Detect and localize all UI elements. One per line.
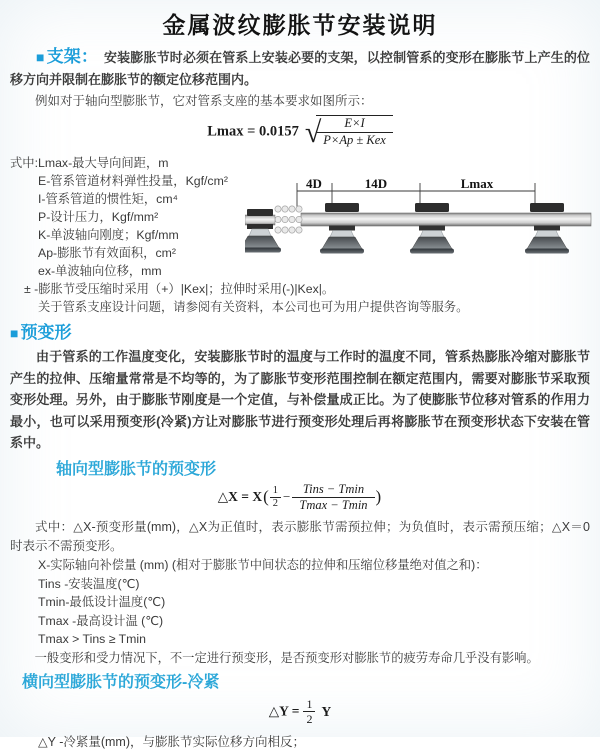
open-paren: (	[263, 486, 269, 506]
bellows-icon	[275, 206, 302, 233]
section-marker-icon: ■	[10, 325, 19, 342]
variable-line: Tmin-最低设计温度(℃)	[38, 595, 166, 610]
definition-line: Ap-膨胀节有效面积，cm²	[38, 246, 176, 261]
consulting-note-line: 关于管系支座设计问题，请参阅有关资料，本公司也可为用户提供咨询等服务。	[38, 300, 469, 315]
pipe	[301, 213, 591, 226]
formula1-denominator: P×Ap ± Kex	[323, 132, 386, 147]
axial-subheading: 轴向型膨胀节的预变形	[56, 460, 217, 478]
lateral-subheading: 横向型膨胀节的预变形-冷紧	[22, 674, 220, 692]
guide-support	[320, 203, 364, 254]
dim-label-14d: 14D	[364, 178, 388, 192]
lateral-predeform-formula	[10, 697, 590, 727]
predeform-section-heading	[10, 322, 590, 344]
formula-definition-list	[10, 154, 590, 316]
predeform-heading-text: 预变形	[20, 323, 72, 343]
definition-line: K-单波轴向刚度；Kgf/mm	[38, 228, 179, 243]
formula2-numerator: Tins − Tmin	[292, 482, 374, 499]
pipe-support-diagram	[245, 178, 600, 274]
page-title: 金属波纹膨胀节安装说明	[162, 12, 438, 38]
close-paren: )	[375, 486, 382, 506]
guide-support	[525, 203, 569, 254]
formula1-fraction	[316, 115, 393, 148]
definition-line: E-管系管道材料弹性投量，Kgf/cm²	[38, 174, 228, 189]
formula2-lhs: △X = X	[217, 488, 263, 504]
variable-line: Tmax -最高设计温 (℃)	[38, 613, 164, 628]
support-intro-paragraph	[10, 46, 590, 90]
predeform-intro-paragraph: 由于管系的工作温度变化，安装膨胀节时的温度与工作时的温度不同，管系热膨胀冷缩对膨胀节产生的拉伸、压缩量常常是不均等的，为了膨胀节变形范围控制在额定范围内，需要对膨胀节采取预变形处理。另外，由于膨胀节刚度是一个定值，与补偿量成正比。为了使膨胀节位移对管系的作用力最小，也可以采用预变形(冷紧)方让对膨胀节进行预变形处理后再将膨胀节在预变形状态下安装在管系中。	[10, 349, 590, 451]
definition-line: I-管系管道的惯性矩，cm⁴	[38, 192, 178, 207]
one-half-fraction	[303, 697, 315, 727]
formula1-numerator: E×I	[316, 116, 393, 133]
axial-formula-explanation: 式中：△X-预变形量(mm)，△X为正值时，表示膨胀节需预拉伸；为负值时，表示需预压缩；△X＝0时表示不需预变形。	[10, 520, 590, 554]
support-intro-text: 安装膨胀节时必须在管系上安装必要的支架，以控制管系的变形在膨胀节上产生的位移方向并限制在膨胀节的额定位移范围内。	[10, 50, 590, 87]
half-denominator: 2	[272, 498, 279, 510]
definition-line: P-设计压力，Kgf/mm²	[38, 210, 159, 225]
definition-line: 式中:Lmax-最大导向间距，m	[10, 156, 169, 171]
definition-line: ± -膨胀节受压缩时采用（+）|Kex|；拉伸时采用(-)|Kex|。	[24, 282, 335, 297]
formula2-denominator: Tmax − Tmin	[299, 498, 368, 513]
temperature-fraction	[292, 482, 374, 514]
variable-line: Tmax > Tins ≥ Tmin	[38, 632, 146, 647]
half-numerator: 1	[303, 697, 315, 712]
radical-sign: √	[304, 116, 322, 150]
axial-predeform-formula	[10, 482, 590, 514]
formula1-lhs: Lmax = 0.0157	[207, 123, 299, 140]
dim-label-4d: 4D	[306, 178, 322, 192]
dim-label-lmax: Lmax	[460, 178, 494, 192]
definition-line: ex-单波轴向位移，mm	[38, 264, 162, 279]
variable-line: Tins -安装温度(℃)	[38, 576, 140, 591]
axial-note-line: 一般变形和受力情况下，不一定进行预变形，是否预变形对膨胀节的疲劳寿命几乎没有影响。	[34, 650, 539, 665]
section-marker-icon: ■	[36, 49, 45, 65]
half-numerator: 1	[270, 485, 281, 499]
support-section-heading: 支架：	[46, 47, 99, 66]
support-example-line: 例如对于轴向型膨胀节，它对管系支座的基本要求如图所示：	[35, 94, 373, 108]
formula3-lhs: △Y =	[268, 703, 300, 719]
variable-line: X-实际轴向补偿量 (mm) (相对于膨胀节中间状态的拉伸和压缩位移量绝对值之和)：	[38, 558, 488, 573]
half-denominator: 2	[306, 712, 313, 727]
minus-operator: −	[283, 488, 291, 504]
one-half-fraction	[270, 485, 281, 511]
formula3-rhs: Y	[321, 703, 332, 719]
guide-spacing-formula	[10, 115, 590, 150]
lateral-note-line: △Y -冷紧量(mm)，与膨胀节实际位移方向相反；	[38, 734, 306, 749]
guide-support	[410, 203, 454, 254]
